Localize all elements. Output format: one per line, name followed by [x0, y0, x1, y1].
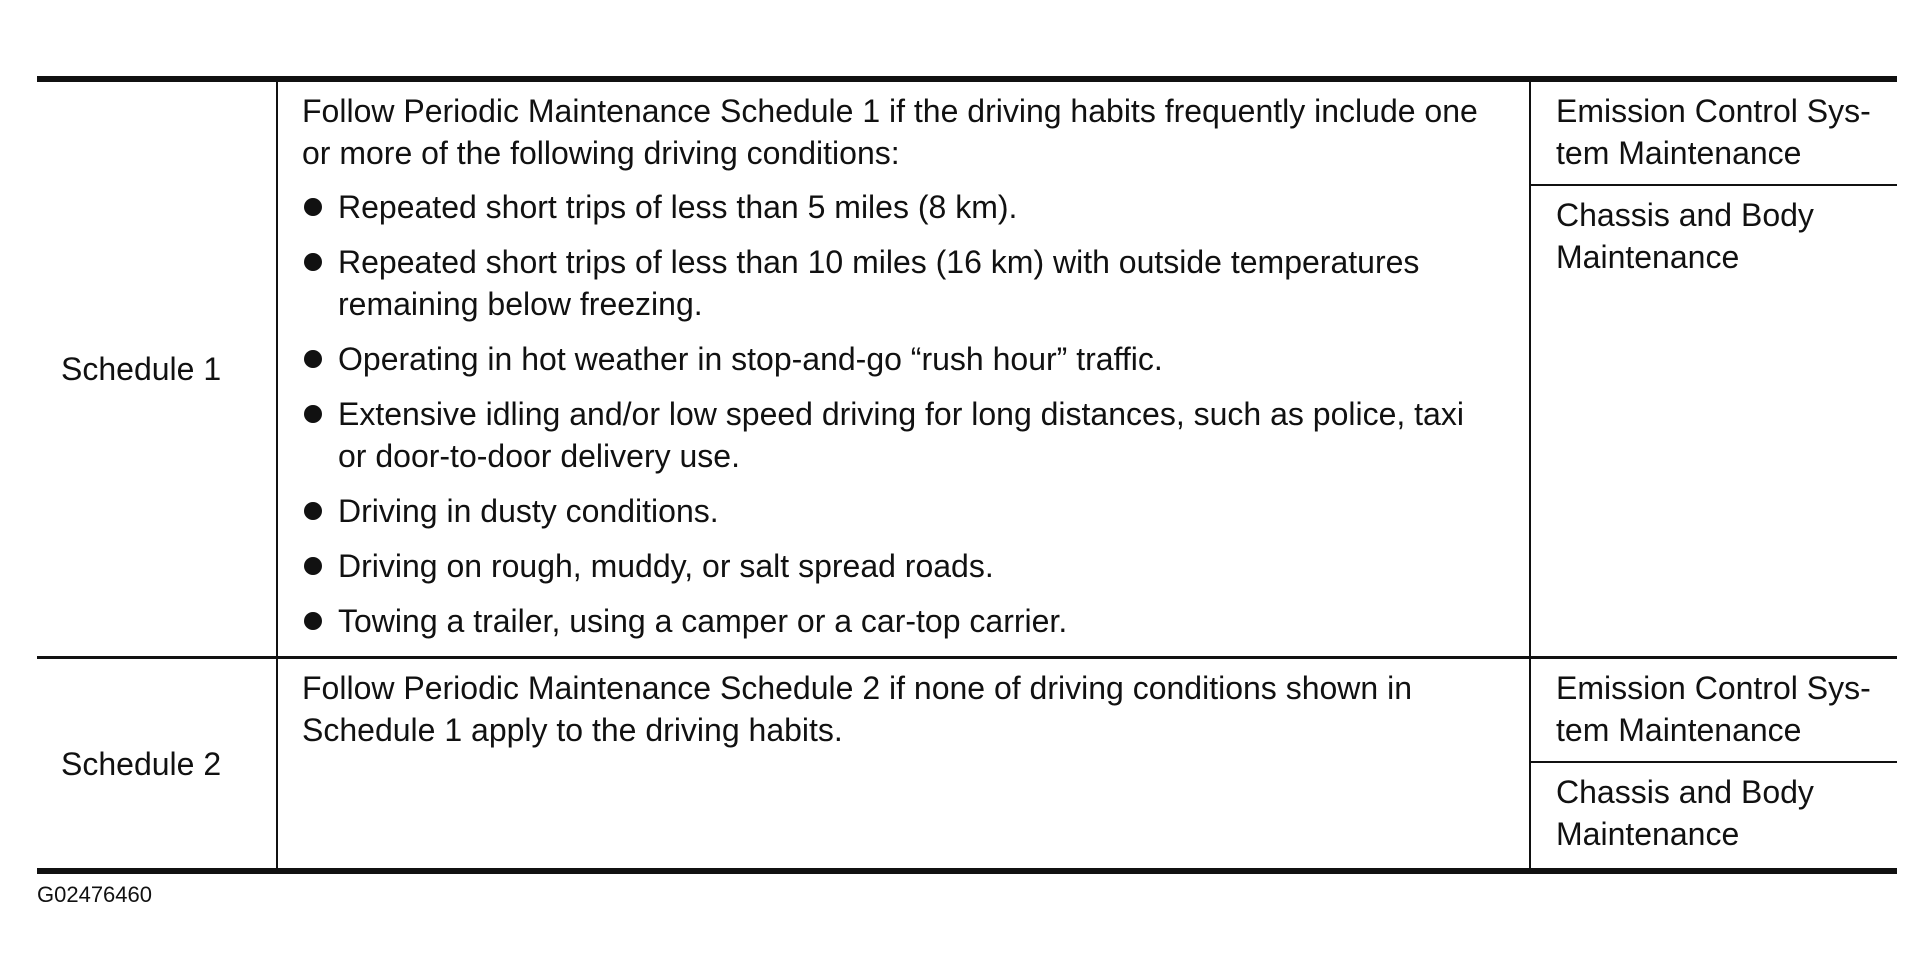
- list-item: [302, 241, 1501, 325]
- maintenance-types: [1530, 658, 1897, 872]
- maintenance-type-chassis: [1531, 186, 1897, 286]
- bullet-icon: [304, 253, 322, 271]
- maintenance-types: [1530, 79, 1897, 658]
- condition-text: Driving on rough, muddy, or salt spread roads.: [338, 548, 994, 584]
- list-item: [302, 393, 1501, 477]
- driving-conditions-list: [302, 186, 1501, 642]
- list-item: [302, 338, 1501, 380]
- maintenance-type-label: Chassis and Body Maintenance: [1556, 774, 1814, 852]
- condition-text: Driving in dusty conditions.: [338, 493, 719, 529]
- condition-text: Extensive idling and/or low speed driving for long distances, such as police, taxi or door-to-door delivery use.: [338, 396, 1464, 474]
- table-row-schedule-2: [37, 658, 1897, 872]
- bullet-icon: [304, 557, 322, 575]
- maintenance-type-label: Chassis and Body Maintenance: [1556, 197, 1814, 275]
- condition-text: Repeated short trips of less than 10 miles (16 km) with outside temperatures remaining below freezing.: [338, 244, 1420, 322]
- schedule-intro-text: Follow Periodic Maintenance Schedule 2 if none of driving conditions shown in Schedule 1 apply to the driving habits.: [302, 670, 1412, 748]
- condition-text: Repeated short trips of less than 5 miles (8 km).: [338, 189, 1018, 225]
- schedule-label: Schedule 2: [37, 658, 277, 872]
- list-item: [302, 545, 1501, 587]
- bullet-icon: [304, 502, 322, 520]
- schedule-description: [277, 658, 1530, 872]
- bullet-icon: [304, 198, 322, 216]
- schedule-label: Schedule 1: [37, 79, 277, 658]
- figure-id: G02476460: [37, 882, 152, 907]
- maintenance-schedule-table: [37, 76, 1897, 874]
- bullet-icon: [304, 405, 322, 423]
- condition-text: Operating in hot weather in stop-and-go “rush hour” traffic.: [338, 341, 1163, 377]
- maintenance-type-label: Emission Control Sys- tem Maintenance: [1556, 670, 1871, 748]
- bullet-icon: [304, 612, 322, 630]
- schedule-intro-text: Follow Periodic Maintenance Schedule 1 if the driving habits frequently include one or more of the following driving conditions:: [302, 93, 1478, 171]
- list-item: [302, 600, 1501, 642]
- list-item: [302, 490, 1501, 532]
- maintenance-type-emission: [1531, 82, 1897, 186]
- schedule-description: [277, 79, 1530, 658]
- list-item: [302, 186, 1501, 228]
- table-row-schedule-1: [37, 79, 1897, 658]
- bullet-icon: [304, 350, 322, 368]
- maintenance-type-label: Emission Control Sys- tem Maintenance: [1556, 93, 1871, 171]
- condition-text: Towing a trailer, using a camper or a car-top carrier.: [338, 603, 1068, 639]
- maintenance-type-emission: [1531, 659, 1897, 763]
- maintenance-type-chassis: [1531, 763, 1897, 863]
